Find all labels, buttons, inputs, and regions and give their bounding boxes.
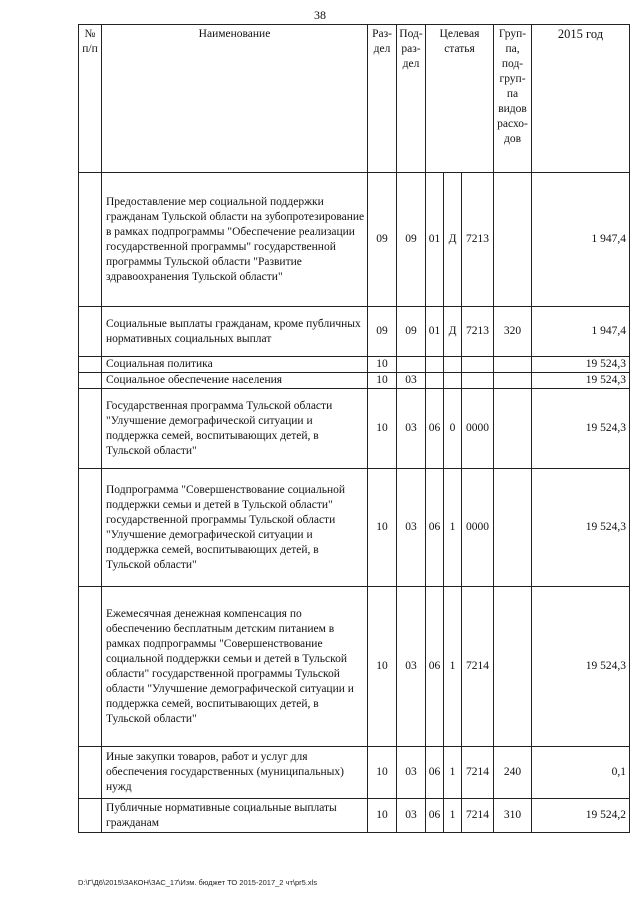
file-path-footer: D:\Г\Д6\2015\ЗАКОН\ЗАС_17\Изм. бюджет ТО 2015-2017_2 чт\pr5.xls	[78, 878, 318, 887]
row-vr	[494, 373, 532, 389]
row-cs-direction	[462, 373, 494, 389]
row-vr: 320	[494, 307, 532, 357]
header-expense-group: Груп-па, под-груп-па видов расхо-дов	[494, 25, 532, 173]
row-cs-direction	[462, 357, 494, 373]
header-section: Раз-дел	[368, 25, 397, 173]
row-cs-program: 06	[426, 587, 444, 747]
row-name: Социальные выплаты гражданам, кроме публичных нормативных социальных выплат	[102, 307, 368, 357]
row-amount: 19 524,2	[532, 799, 630, 833]
row-razdel: 10	[368, 799, 397, 833]
row-num	[79, 799, 102, 833]
table-row	[79, 799, 630, 833]
row-cs-direction: 7213	[462, 307, 494, 357]
row-num	[79, 357, 102, 373]
row-vr	[494, 469, 532, 587]
row-amount: 19 524,3	[532, 357, 630, 373]
row-cs-program	[426, 373, 444, 389]
row-cs-subprogram: 1	[444, 747, 462, 799]
row-num	[79, 587, 102, 747]
row-num	[79, 307, 102, 357]
row-razdel: 10	[368, 373, 397, 389]
header-num: № п/п	[79, 25, 102, 173]
row-vr	[494, 389, 532, 469]
row-podrazdel: 03	[397, 389, 426, 469]
table-row	[79, 469, 630, 587]
row-num	[79, 469, 102, 587]
row-cs-subprogram	[444, 373, 462, 389]
row-vr	[494, 357, 532, 373]
row-podrazdel: 03	[397, 373, 426, 389]
row-podrazdel: 03	[397, 799, 426, 833]
row-name: Социальная политика	[102, 357, 368, 373]
table-row	[79, 357, 630, 373]
row-vr: 240	[494, 747, 532, 799]
table-row	[79, 747, 630, 799]
row-razdel: 10	[368, 357, 397, 373]
row-name: Подпрограмма "Совершенствование социальной поддержки семьи и детей в Тульской области" государственной программы Тульской области "Улучшение демографической ситуации и поддержка семей, воспитывающих детей, в Тульской области"	[102, 469, 368, 587]
row-vr	[494, 587, 532, 747]
row-amount: 19 524,3	[532, 373, 630, 389]
row-razdel: 10	[368, 469, 397, 587]
row-cs-subprogram: Д	[444, 307, 462, 357]
row-razdel: 10	[368, 747, 397, 799]
row-name: Ежемесячная денежная компенсация по обеспечению бесплатным детским питанием в рамках подпрограммы "Совершенствование социальной поддержки семьи и детей в Тульской области" государственной программы Тульской области "Улучшение демографической ситуации и поддержка семей, воспитывающих детей, в Тульской области"	[102, 587, 368, 747]
row-cs-program: 06	[426, 469, 444, 587]
table-row	[79, 173, 630, 307]
row-razdel: 09	[368, 307, 397, 357]
row-cs-direction: 0000	[462, 389, 494, 469]
row-amount: 19 524,3	[532, 587, 630, 747]
row-podrazdel: 09	[397, 173, 426, 307]
row-name: Публичные нормативные социальные выплаты гражданам	[102, 799, 368, 833]
table-row	[79, 307, 630, 357]
table-row	[79, 587, 630, 747]
row-cs-subprogram: 0	[444, 389, 462, 469]
row-cs-program: 06	[426, 747, 444, 799]
table-row	[79, 373, 630, 389]
row-amount: 0,1	[532, 747, 630, 799]
header-row	[79, 25, 630, 173]
row-name: Социальное обеспечение населения	[102, 373, 368, 389]
row-amount: 1 947,4	[532, 307, 630, 357]
row-podrazdel: 03	[397, 747, 426, 799]
row-cs-direction: 7214	[462, 799, 494, 833]
row-cs-direction: 0000	[462, 469, 494, 587]
header-year: 2015 год	[532, 25, 630, 173]
header-subsection: Под-раз-дел	[397, 25, 426, 173]
row-num	[79, 747, 102, 799]
row-vr	[494, 173, 532, 307]
row-cs-program: 01	[426, 173, 444, 307]
row-vr: 310	[494, 799, 532, 833]
row-cs-subprogram	[444, 357, 462, 373]
row-amount: 19 524,3	[532, 469, 630, 587]
header-target-article: Целевая статья	[426, 25, 494, 173]
row-podrazdel	[397, 357, 426, 373]
row-podrazdel: 03	[397, 587, 426, 747]
budget-table	[78, 24, 630, 833]
row-razdel: 10	[368, 587, 397, 747]
row-cs-subprogram: 1	[444, 469, 462, 587]
row-name: Государственная программа Тульской области "Улучшение демографической ситуации и поддержка семей, воспитывающих детей, в Тульской области"	[102, 389, 368, 469]
row-cs-subprogram: 1	[444, 587, 462, 747]
header-name: Наименование	[102, 25, 368, 173]
row-podrazdel: 03	[397, 469, 426, 587]
page-number: 38	[314, 8, 326, 22]
row-cs-program	[426, 357, 444, 373]
row-num	[79, 173, 102, 307]
row-name: Предоставление мер социальной поддержки гражданам Тульской области на зубопротезирование в рамках подпрограммы "Обеспечение реализации государственной программы" государственной программы Тульской области "Развитие здравоохранения Тульской области"	[102, 173, 368, 307]
row-cs-direction: 7213	[462, 173, 494, 307]
row-name: Иные закупки товаров, работ и услуг для обеспечения государственных (муниципальных) нужд	[102, 747, 368, 799]
row-num	[79, 389, 102, 469]
table-row	[79, 389, 630, 469]
row-podrazdel: 09	[397, 307, 426, 357]
row-cs-direction: 7214	[462, 747, 494, 799]
row-razdel: 09	[368, 173, 397, 307]
row-cs-subprogram: Д	[444, 173, 462, 307]
row-amount: 1 947,4	[532, 173, 630, 307]
row-cs-program: 06	[426, 389, 444, 469]
row-amount: 19 524,3	[532, 389, 630, 469]
row-cs-direction: 7214	[462, 587, 494, 747]
row-cs-subprogram: 1	[444, 799, 462, 833]
row-num	[79, 373, 102, 389]
row-razdel: 10	[368, 389, 397, 469]
row-cs-program: 01	[426, 307, 444, 357]
row-cs-program: 06	[426, 799, 444, 833]
